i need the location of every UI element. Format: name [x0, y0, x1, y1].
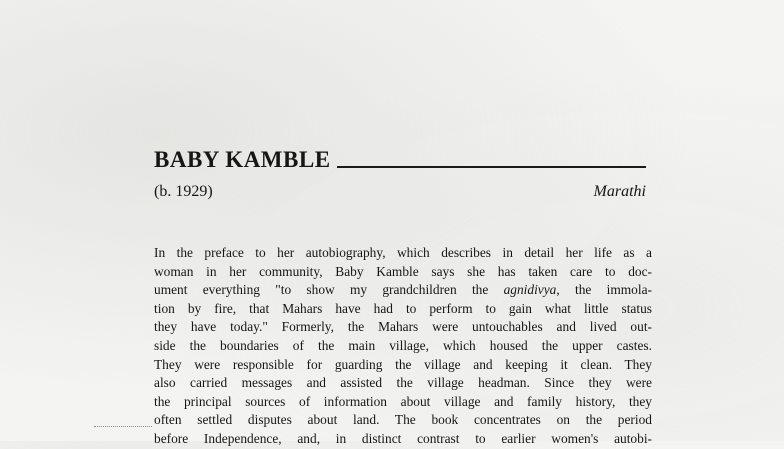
body-line-10: often settled disputes about land. The book concentrates on the period — [154, 412, 652, 428]
author-language: Marathi — [593, 183, 646, 200]
body-line-4: tion by fire, that Mahars have had to perform to gain what little status — [154, 300, 652, 316]
body-line-3 — [154, 281, 652, 300]
body-line-7: They were responsible for guarding the village and keeping it clean. They — [154, 356, 652, 372]
heading-rule — [337, 166, 646, 168]
margin-mark — [94, 426, 152, 427]
author-name: BABY KAMBLE — [154, 147, 331, 172]
body-paragraph — [154, 244, 652, 449]
body-line-3-start: ument everything "to show my grandchildren the — [154, 282, 504, 298]
body-line-5: they have today." Formerly, the Mahars were untouchables and lived out- — [154, 319, 652, 335]
entry-heading — [154, 141, 646, 171]
body-line-3-end: , the immola- — [556, 282, 652, 298]
author-dates: (b. 1929) — [154, 183, 213, 200]
body-line-1: In the preface to her autobiography, which describes in detail her life as a — [154, 245, 652, 260]
italic-term: agnidivya — [503, 282, 557, 298]
body-line-9: the principal sources of information about village and family history, they — [154, 393, 652, 409]
entry-subline — [154, 182, 646, 202]
body-line-6: side the boundaries of the main village, which housed the upper castes. — [154, 337, 652, 353]
body-line-2: woman in her community, Baby Kamble says she has taken care to doc- — [154, 263, 652, 279]
body-line-11: before Independence, and, in distinct contrast to earlier women's autobi- — [154, 430, 652, 446]
body-line-8: also carried messages and assisted the village headman. Since they were — [154, 375, 652, 391]
